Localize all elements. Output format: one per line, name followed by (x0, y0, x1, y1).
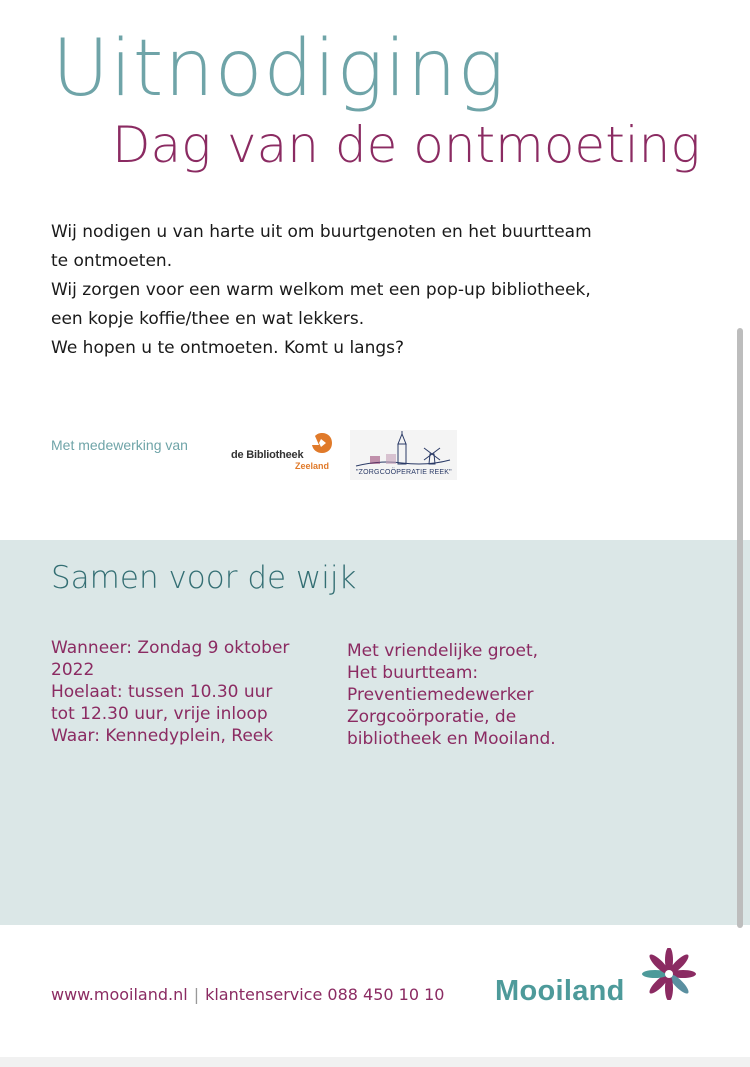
bottom-strip (0, 1057, 750, 1067)
footer-separator: | (193, 985, 200, 1004)
greeting-line: Het buurtteam: (347, 663, 479, 683)
event-detail-line: Waar: Kennedyplein, Reek (51, 726, 274, 746)
zorgcooperatie-logo (350, 430, 457, 480)
greeting-line: Zorgcoörporatie, de (347, 707, 517, 727)
intro-text (51, 218, 651, 363)
cooperation-label: Met medewerking van (51, 437, 188, 453)
website-link[interactable]: www.mooiland.nl (51, 985, 188, 1004)
intro-line: een kopje koffie/thee en wat lekkers. (51, 309, 365, 329)
bibliotheek-logo-sub: Zeeland (295, 461, 330, 471)
event-detail-line: 2022 (51, 660, 95, 680)
event-detail-line: tot 12.30 uur, vrije inloop (51, 704, 268, 724)
customer-service: klantenservice 088 450 10 10 (205, 985, 445, 1004)
event-detail-line: Hoelaat: tussen 10.30 uur (51, 682, 273, 702)
intro-line: Wij nodigen u van harte uit om buurtgenoten en het buurtteam (51, 222, 592, 242)
intro-line: Wij zorgen voor een warm welkom met een pop-up bibliotheek, (51, 280, 591, 300)
event-detail-line: Wanneer: Zondag 9 oktober (51, 638, 290, 658)
greeting (347, 640, 607, 750)
event-details (51, 637, 321, 747)
mooiland-logo-text: Mooiland (495, 975, 625, 1007)
intro-line: te ontmoeten. (51, 251, 173, 271)
greeting-line: Preventiemedewerker (347, 685, 534, 705)
bibliotheek-logo-icon (311, 432, 333, 454)
greeting-line: bibliotheek en Mooiland. (347, 729, 556, 749)
footer-contact (51, 985, 444, 1004)
intro-line: We hopen u te ontmoeten. Komt u langs? (51, 338, 405, 358)
mooiland-flower-icon (636, 948, 702, 1000)
page-subtitle: Dag van de ontmoeting (112, 116, 701, 174)
greeting-line: Met vriendelijke groet, (347, 641, 539, 661)
band-title: Samen voor de wijk (51, 560, 357, 596)
page-title: Uitnodiging (52, 24, 506, 114)
church-windmill-icon (350, 430, 457, 470)
bibliotheek-logo (229, 432, 335, 474)
bibliotheek-logo-text: de Bibliotheek (231, 449, 304, 461)
zorgcooperatie-logo-text: "ZORGCOÖPERATIE REEK" (356, 469, 452, 476)
scrollbar[interactable] (737, 328, 743, 928)
